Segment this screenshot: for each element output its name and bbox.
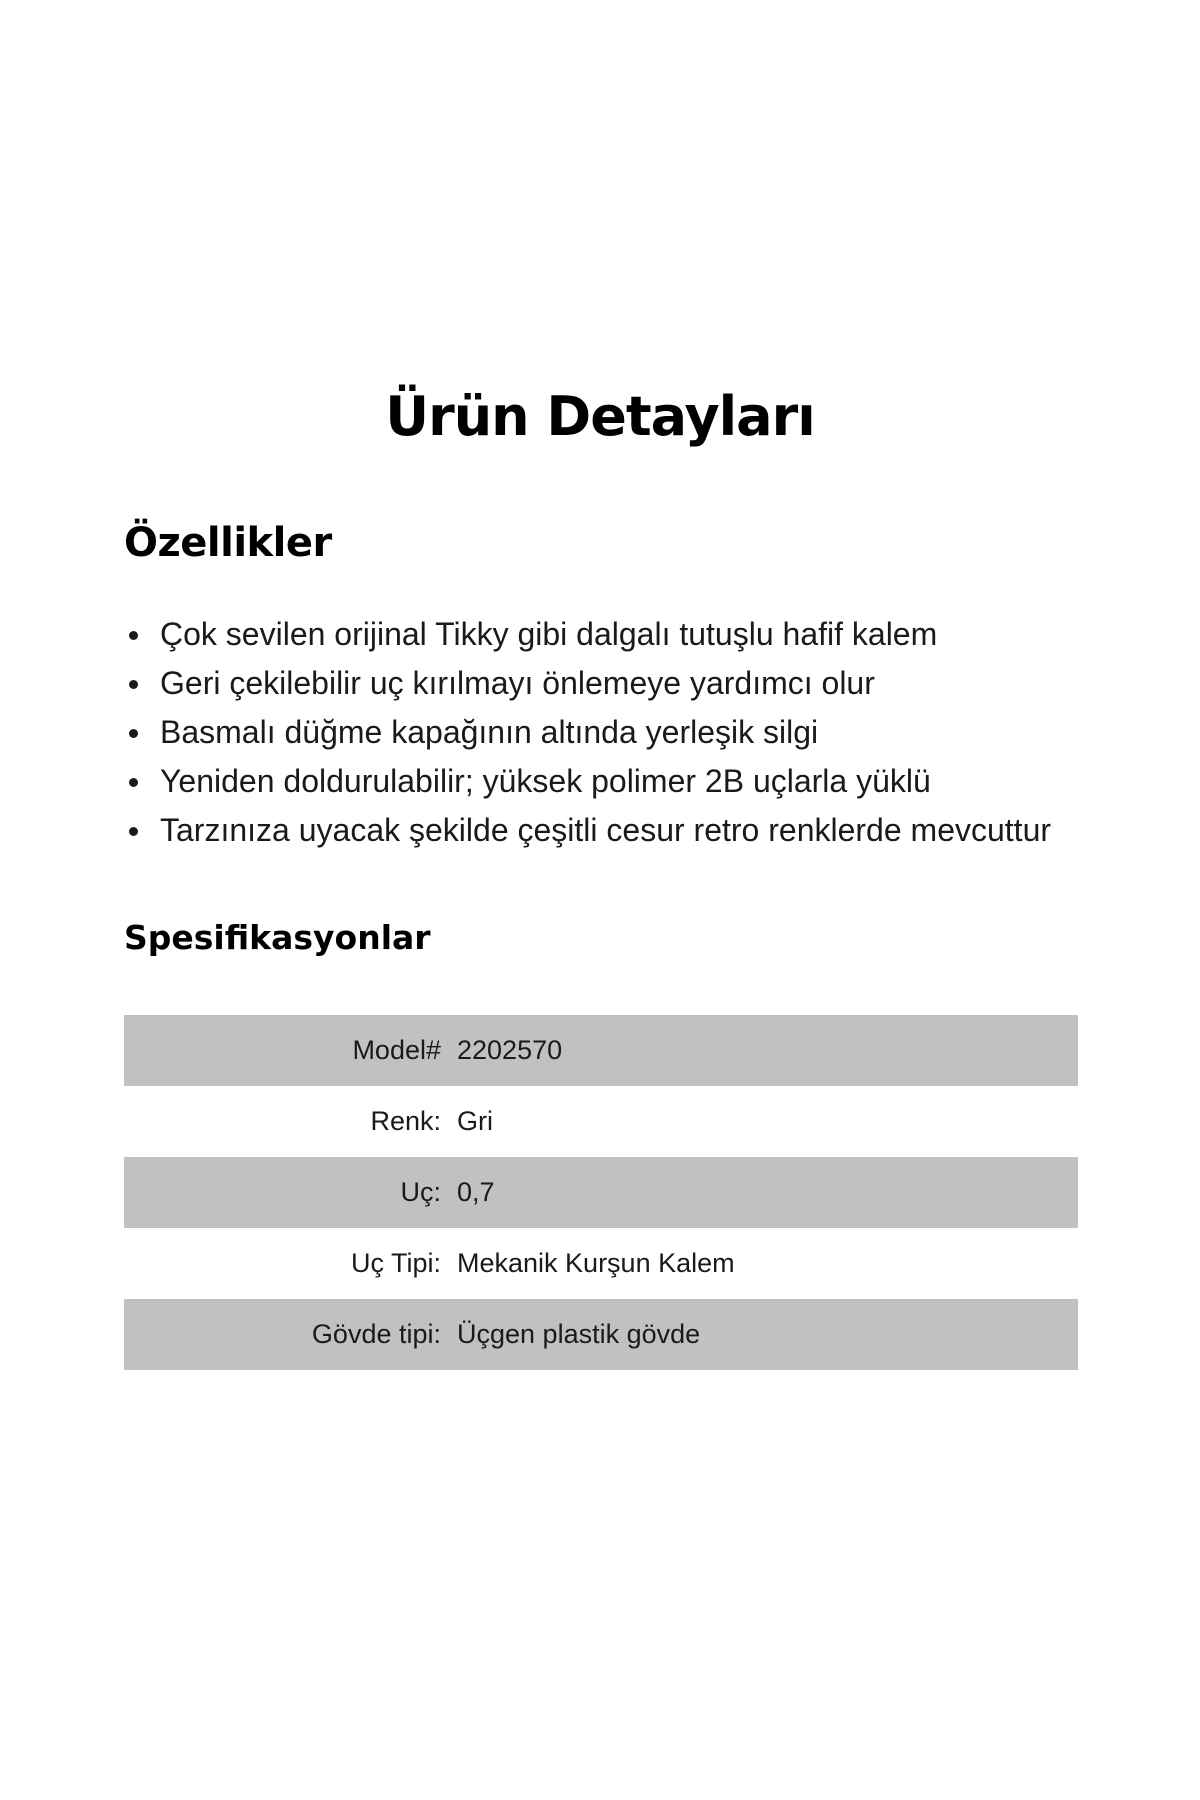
- spec-value: Gri: [457, 1106, 493, 1136]
- feature-item: Geri çekilebilir uç kırılmayı önlemeye yardımcı olur: [124, 659, 1084, 708]
- page-title: Ürün Detayları: [385, 385, 815, 448]
- spec-label: Uç:: [400, 1177, 441, 1207]
- spec-row-tip: [124, 1157, 1078, 1228]
- spec-row-body-type: [124, 1299, 1078, 1370]
- spec-label: Model#: [352, 1035, 441, 1065]
- spec-label: Renk:: [370, 1106, 441, 1136]
- feature-item: Basmalı düğme kapağının altında yerleşik silgi: [124, 708, 1084, 757]
- feature-item: Yeniden doldurulabilir; yüksek polimer 2B uçlarla yüklü: [124, 757, 1084, 806]
- spec-value: Mekanik Kurşun Kalem: [457, 1248, 735, 1278]
- spec-row-color: [124, 1086, 1078, 1157]
- spec-label: Gövde tipi:: [311, 1319, 441, 1349]
- specs-heading: Spesifikasyonlar: [124, 918, 431, 957]
- feature-list: [124, 610, 1084, 855]
- spec-label: Uç Tipi:: [350, 1248, 441, 1278]
- spec-row-tip-type: [124, 1228, 1078, 1299]
- feature-item: Çok sevilen orijinal Tikky gibi dalgalı tutuşlu hafif kalem: [124, 610, 1084, 659]
- spec-value: 0,7: [457, 1177, 495, 1207]
- spec-value: Üçgen plastik gövde: [457, 1319, 701, 1349]
- spec-row-model: [124, 1015, 1078, 1086]
- feature-item: Tarzınıza uyacak şekilde çeşitli cesur retro renklerde mevcuttur: [124, 806, 1084, 855]
- features-heading: Özellikler: [124, 520, 332, 566]
- spec-value: 2202570: [457, 1035, 563, 1065]
- spec-table: [124, 1015, 1078, 1370]
